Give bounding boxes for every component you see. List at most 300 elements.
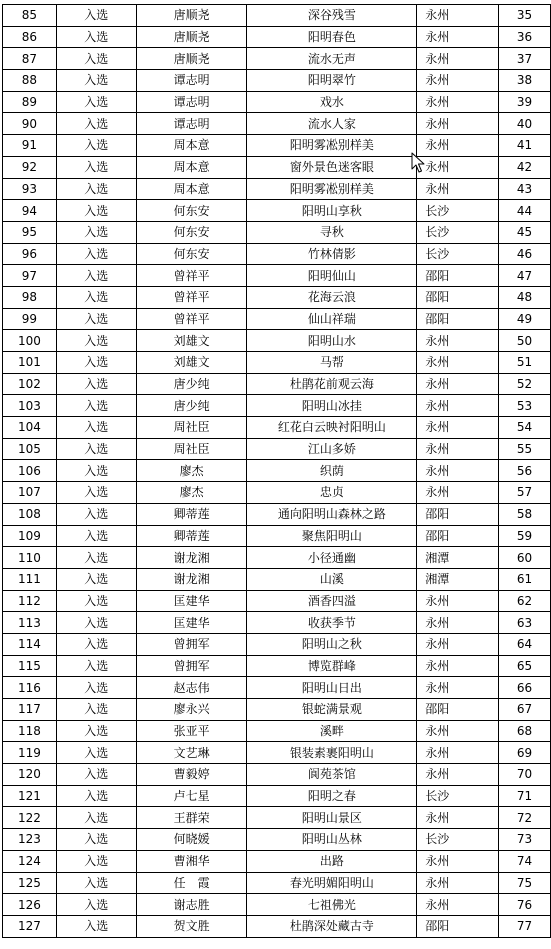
- author-cell: 何东安: [136, 243, 247, 265]
- status-cell: 入选: [56, 503, 136, 525]
- title-cell: 花海云浪: [247, 286, 417, 308]
- status-cell: 入选: [56, 286, 136, 308]
- status-cell: 入选: [56, 135, 136, 157]
- status-cell: 入选: [56, 156, 136, 178]
- title-cell: 红花白云映衬阳明山: [247, 417, 417, 439]
- city-cell: 长沙: [417, 221, 499, 243]
- title-cell: 杜鹃花前观云海: [247, 373, 417, 395]
- city-cell: 长沙: [417, 243, 499, 265]
- sequence-cell: 54: [499, 417, 551, 439]
- title-cell: 流水无声: [247, 48, 417, 70]
- sequence-cell: 35: [499, 5, 551, 27]
- table-row: [3, 612, 551, 634]
- entry-number: 96: [3, 243, 57, 265]
- table-row: [3, 48, 551, 70]
- table-row: [3, 525, 551, 547]
- status-cell: 入选: [56, 26, 136, 48]
- title-cell: 窗外景色迷客眼: [247, 156, 417, 178]
- sequence-cell: 62: [499, 590, 551, 612]
- sequence-cell: 65: [499, 655, 551, 677]
- author-cell: 谭志明: [136, 91, 247, 113]
- city-cell: 邵阳: [417, 286, 499, 308]
- status-cell: 入选: [56, 633, 136, 655]
- sequence-cell: 51: [499, 352, 551, 374]
- author-cell: 文艺琳: [136, 742, 247, 764]
- table-row: [3, 764, 551, 786]
- status-cell: 入选: [56, 308, 136, 330]
- city-cell: 邵阳: [417, 699, 499, 721]
- title-cell: 阆苑茶馆: [247, 764, 417, 786]
- author-cell: 周本意: [136, 156, 247, 178]
- status-cell: 入选: [56, 699, 136, 721]
- city-cell: 永州: [417, 655, 499, 677]
- table-row: [3, 829, 551, 851]
- title-cell: 出路: [247, 850, 417, 872]
- author-cell: 唐少纯: [136, 395, 247, 417]
- author-cell: 谢龙湘: [136, 547, 247, 569]
- author-cell: 谢龙湘: [136, 568, 247, 590]
- table-row: [3, 113, 551, 135]
- city-cell: 永州: [417, 395, 499, 417]
- entry-number: 93: [3, 178, 57, 200]
- table-row: [3, 178, 551, 200]
- sequence-cell: 70: [499, 764, 551, 786]
- title-cell: 收获季节: [247, 612, 417, 634]
- city-cell: 永州: [417, 807, 499, 829]
- sequence-cell: 72: [499, 807, 551, 829]
- city-cell: 永州: [417, 894, 499, 916]
- table-row: [3, 26, 551, 48]
- title-cell: 阳明山享秋: [247, 200, 417, 222]
- entries-table: [2, 4, 551, 938]
- table-row: [3, 547, 551, 569]
- table-row: [3, 850, 551, 872]
- entry-number: 120: [3, 764, 57, 786]
- author-cell: 何晓媛: [136, 829, 247, 851]
- title-cell: 阳明山日出: [247, 677, 417, 699]
- sequence-cell: 64: [499, 633, 551, 655]
- table-row: [3, 308, 551, 330]
- title-cell: 阳明山丛林: [247, 829, 417, 851]
- entry-number: 126: [3, 894, 57, 916]
- sequence-cell: 60: [499, 547, 551, 569]
- entry-number: 95: [3, 221, 57, 243]
- status-cell: 入选: [56, 221, 136, 243]
- title-cell: 阳明春色: [247, 26, 417, 48]
- title-cell: 阳明山冰挂: [247, 395, 417, 417]
- entry-number: 119: [3, 742, 57, 764]
- status-cell: 入选: [56, 872, 136, 894]
- status-cell: 入选: [56, 547, 136, 569]
- entry-number: 127: [3, 915, 57, 937]
- title-cell: 杜鹃深处藏古寺: [247, 915, 417, 937]
- status-cell: 入选: [56, 590, 136, 612]
- status-cell: 入选: [56, 373, 136, 395]
- title-cell: 银蛇满景观: [247, 699, 417, 721]
- author-cell: 唐少纯: [136, 373, 247, 395]
- city-cell: 邵阳: [417, 503, 499, 525]
- city-cell: 永州: [417, 633, 499, 655]
- sequence-cell: 47: [499, 265, 551, 287]
- sequence-cell: 46: [499, 243, 551, 265]
- author-cell: 卿蒂莲: [136, 503, 247, 525]
- title-cell: 阳明雾凇别样美: [247, 135, 417, 157]
- sequence-cell: 76: [499, 894, 551, 916]
- author-cell: 贺文胜: [136, 915, 247, 937]
- author-cell: 赵志伟: [136, 677, 247, 699]
- city-cell: 永州: [417, 135, 499, 157]
- entry-number: 103: [3, 395, 57, 417]
- status-cell: 入选: [56, 113, 136, 135]
- entry-number: 108: [3, 503, 57, 525]
- sequence-cell: 42: [499, 156, 551, 178]
- author-cell: 任 霞: [136, 872, 247, 894]
- city-cell: 永州: [417, 872, 499, 894]
- sequence-cell: 56: [499, 460, 551, 482]
- city-cell: 永州: [417, 417, 499, 439]
- city-cell: 永州: [417, 720, 499, 742]
- author-cell: 谭志明: [136, 70, 247, 92]
- title-cell: 阳明仙山: [247, 265, 417, 287]
- table-row: [3, 91, 551, 113]
- table-row: [3, 460, 551, 482]
- author-cell: 曾祥平: [136, 286, 247, 308]
- status-cell: 入选: [56, 894, 136, 916]
- city-cell: 永州: [417, 48, 499, 70]
- author-cell: 周社臣: [136, 417, 247, 439]
- author-cell: 匡建华: [136, 612, 247, 634]
- title-cell: 聚焦阳明山: [247, 525, 417, 547]
- city-cell: 永州: [417, 764, 499, 786]
- entries-table-body: [3, 5, 551, 938]
- city-cell: 湘潭: [417, 547, 499, 569]
- entry-number: 98: [3, 286, 57, 308]
- sequence-cell: 77: [499, 915, 551, 937]
- author-cell: 周本意: [136, 178, 247, 200]
- title-cell: 阳明山景区: [247, 807, 417, 829]
- city-cell: 永州: [417, 91, 499, 113]
- city-cell: 永州: [417, 26, 499, 48]
- status-cell: 入选: [56, 807, 136, 829]
- title-cell: 马帮: [247, 352, 417, 374]
- author-cell: 唐顺尧: [136, 48, 247, 70]
- entry-number: 109: [3, 525, 57, 547]
- entry-number: 102: [3, 373, 57, 395]
- status-cell: 入选: [56, 200, 136, 222]
- sequence-cell: 61: [499, 568, 551, 590]
- sequence-cell: 63: [499, 612, 551, 634]
- entry-number: 122: [3, 807, 57, 829]
- city-cell: 永州: [417, 677, 499, 699]
- city-cell: 长沙: [417, 785, 499, 807]
- table-row: [3, 742, 551, 764]
- author-cell: 唐顺尧: [136, 26, 247, 48]
- entry-number: 115: [3, 655, 57, 677]
- table-row: [3, 590, 551, 612]
- title-cell: 博览群峰: [247, 655, 417, 677]
- sequence-cell: 49: [499, 308, 551, 330]
- entry-number: 121: [3, 785, 57, 807]
- title-cell: 忠贞: [247, 482, 417, 504]
- table-row: [3, 807, 551, 829]
- city-cell: 邵阳: [417, 525, 499, 547]
- sequence-cell: 66: [499, 677, 551, 699]
- title-cell: 山溪: [247, 568, 417, 590]
- title-cell: 深谷残雪: [247, 5, 417, 27]
- sequence-cell: 58: [499, 503, 551, 525]
- entry-number: 110: [3, 547, 57, 569]
- table-row: [3, 633, 551, 655]
- author-cell: 曾拥军: [136, 655, 247, 677]
- author-cell: 王群荣: [136, 807, 247, 829]
- title-cell: 流水人家: [247, 113, 417, 135]
- entry-number: 107: [3, 482, 57, 504]
- table-row: [3, 655, 551, 677]
- title-cell: 阳明雾凇别样美: [247, 178, 417, 200]
- entry-number: 112: [3, 590, 57, 612]
- sequence-cell: 50: [499, 330, 551, 352]
- sequence-cell: 41: [499, 135, 551, 157]
- city-cell: 永州: [417, 373, 499, 395]
- entry-number: 97: [3, 265, 57, 287]
- city-cell: 永州: [417, 460, 499, 482]
- status-cell: 入选: [56, 330, 136, 352]
- status-cell: 入选: [56, 829, 136, 851]
- table-row: [3, 395, 551, 417]
- table-row: [3, 894, 551, 916]
- sequence-cell: 75: [499, 872, 551, 894]
- table-row: [3, 200, 551, 222]
- table-row: [3, 135, 551, 157]
- city-cell: 永州: [417, 330, 499, 352]
- title-cell: 酒香四溢: [247, 590, 417, 612]
- entry-number: 100: [3, 330, 57, 352]
- entry-number: 114: [3, 633, 57, 655]
- status-cell: 入选: [56, 70, 136, 92]
- author-cell: 卢七星: [136, 785, 247, 807]
- entry-number: 125: [3, 872, 57, 894]
- author-cell: 卿蒂莲: [136, 525, 247, 547]
- author-cell: 曹毅婷: [136, 764, 247, 786]
- city-cell: 永州: [417, 352, 499, 374]
- entry-number: 123: [3, 829, 57, 851]
- status-cell: 入选: [56, 5, 136, 27]
- title-cell: 阳明山水: [247, 330, 417, 352]
- entry-number: 86: [3, 26, 57, 48]
- city-cell: 永州: [417, 70, 499, 92]
- author-cell: 曾祥平: [136, 308, 247, 330]
- sequence-cell: 44: [499, 200, 551, 222]
- entry-number: 105: [3, 438, 57, 460]
- city-cell: 长沙: [417, 829, 499, 851]
- table-row: [3, 677, 551, 699]
- author-cell: 谢志胜: [136, 894, 247, 916]
- entry-number: 118: [3, 720, 57, 742]
- city-cell: 邵阳: [417, 308, 499, 330]
- city-cell: 邵阳: [417, 915, 499, 937]
- table-row: [3, 568, 551, 590]
- title-cell: 织荫: [247, 460, 417, 482]
- status-cell: 入选: [56, 915, 136, 937]
- sequence-cell: 40: [499, 113, 551, 135]
- sequence-cell: 59: [499, 525, 551, 547]
- title-cell: 寻秋: [247, 221, 417, 243]
- city-cell: 湘潭: [417, 568, 499, 590]
- entry-number: 89: [3, 91, 57, 113]
- table-row: [3, 503, 551, 525]
- entry-number: 92: [3, 156, 57, 178]
- sequence-cell: 48: [499, 286, 551, 308]
- entry-number: 124: [3, 850, 57, 872]
- city-cell: 永州: [417, 482, 499, 504]
- title-cell: 阳明翠竹: [247, 70, 417, 92]
- title-cell: 小径通幽: [247, 547, 417, 569]
- table-row: [3, 286, 551, 308]
- city-cell: 永州: [417, 113, 499, 135]
- status-cell: 入选: [56, 655, 136, 677]
- title-cell: 阳明之春: [247, 785, 417, 807]
- status-cell: 入选: [56, 742, 136, 764]
- author-cell: 曾祥平: [136, 265, 247, 287]
- sequence-cell: 69: [499, 742, 551, 764]
- mouse-pointer-icon: [411, 152, 425, 174]
- table-row: [3, 156, 551, 178]
- city-cell: 永州: [417, 438, 499, 460]
- status-cell: 入选: [56, 91, 136, 113]
- entry-number: 88: [3, 70, 57, 92]
- table-row: [3, 482, 551, 504]
- table-row: [3, 720, 551, 742]
- title-cell: 戏水: [247, 91, 417, 113]
- status-cell: 入选: [56, 265, 136, 287]
- author-cell: 曹湘华: [136, 850, 247, 872]
- author-cell: 张亚平: [136, 720, 247, 742]
- status-cell: 入选: [56, 417, 136, 439]
- entry-number: 111: [3, 568, 57, 590]
- sequence-cell: 74: [499, 850, 551, 872]
- sequence-cell: 71: [499, 785, 551, 807]
- city-cell: 永州: [417, 742, 499, 764]
- title-cell: 银装素裹阳明山: [247, 742, 417, 764]
- sequence-cell: 53: [499, 395, 551, 417]
- city-cell: 永州: [417, 156, 499, 178]
- entry-number: 91: [3, 135, 57, 157]
- table-row: [3, 70, 551, 92]
- sequence-cell: 36: [499, 26, 551, 48]
- author-cell: 刘雄文: [136, 352, 247, 374]
- table-row: [3, 221, 551, 243]
- title-cell: 春光明媚阳明山: [247, 872, 417, 894]
- city-cell: 永州: [417, 850, 499, 872]
- status-cell: 入选: [56, 764, 136, 786]
- table-row: [3, 373, 551, 395]
- status-cell: 入选: [56, 785, 136, 807]
- table-row: [3, 5, 551, 27]
- table-row: [3, 417, 551, 439]
- table-row: [3, 915, 551, 937]
- author-cell: 曾拥军: [136, 633, 247, 655]
- entry-number: 117: [3, 699, 57, 721]
- status-cell: 入选: [56, 460, 136, 482]
- entry-number: 113: [3, 612, 57, 634]
- sequence-cell: 38: [499, 70, 551, 92]
- entry-number: 94: [3, 200, 57, 222]
- city-cell: 永州: [417, 178, 499, 200]
- author-cell: 廖杰: [136, 460, 247, 482]
- table-row: [3, 265, 551, 287]
- status-cell: 入选: [56, 243, 136, 265]
- author-cell: 匡建华: [136, 590, 247, 612]
- entry-number: 99: [3, 308, 57, 330]
- status-cell: 入选: [56, 48, 136, 70]
- entry-number: 106: [3, 460, 57, 482]
- title-cell: 七祖佛光: [247, 894, 417, 916]
- title-cell: 仙山祥瑞: [247, 308, 417, 330]
- sequence-cell: 67: [499, 699, 551, 721]
- city-cell: 长沙: [417, 200, 499, 222]
- status-cell: 入选: [56, 178, 136, 200]
- entry-number: 90: [3, 113, 57, 135]
- status-cell: 入选: [56, 352, 136, 374]
- entry-number: 104: [3, 417, 57, 439]
- author-cell: 廖杰: [136, 482, 247, 504]
- sequence-cell: 37: [499, 48, 551, 70]
- status-cell: 入选: [56, 612, 136, 634]
- title-cell: 通向阳明山森林之路: [247, 503, 417, 525]
- status-cell: 入选: [56, 850, 136, 872]
- table-row: [3, 243, 551, 265]
- table-row: [3, 352, 551, 374]
- city-cell: 邵阳: [417, 265, 499, 287]
- title-cell: 江山多娇: [247, 438, 417, 460]
- table-row: [3, 872, 551, 894]
- author-cell: 何东安: [136, 221, 247, 243]
- title-cell: 溪畔: [247, 720, 417, 742]
- sequence-cell: 45: [499, 221, 551, 243]
- author-cell: 何东安: [136, 200, 247, 222]
- title-cell: 竹林倩影: [247, 243, 417, 265]
- author-cell: 周社臣: [136, 438, 247, 460]
- table-row: [3, 330, 551, 352]
- sequence-cell: 52: [499, 373, 551, 395]
- author-cell: 廖永兴: [136, 699, 247, 721]
- sequence-cell: 68: [499, 720, 551, 742]
- city-cell: 永州: [417, 590, 499, 612]
- sequence-cell: 55: [499, 438, 551, 460]
- entry-number: 85: [3, 5, 57, 27]
- author-cell: 周本意: [136, 135, 247, 157]
- status-cell: 入选: [56, 720, 136, 742]
- sequence-cell: 43: [499, 178, 551, 200]
- status-cell: 入选: [56, 525, 136, 547]
- sequence-cell: 57: [499, 482, 551, 504]
- status-cell: 入选: [56, 438, 136, 460]
- city-cell: 永州: [417, 5, 499, 27]
- sequence-cell: 39: [499, 91, 551, 113]
- author-cell: 刘雄文: [136, 330, 247, 352]
- status-cell: 入选: [56, 482, 136, 504]
- author-cell: 谭志明: [136, 113, 247, 135]
- author-cell: 唐顺尧: [136, 5, 247, 27]
- table-row: [3, 785, 551, 807]
- entry-number: 101: [3, 352, 57, 374]
- status-cell: 入选: [56, 395, 136, 417]
- status-cell: 入选: [56, 568, 136, 590]
- table-row: [3, 438, 551, 460]
- status-cell: 入选: [56, 677, 136, 699]
- sequence-cell: 73: [499, 829, 551, 851]
- entry-number: 116: [3, 677, 57, 699]
